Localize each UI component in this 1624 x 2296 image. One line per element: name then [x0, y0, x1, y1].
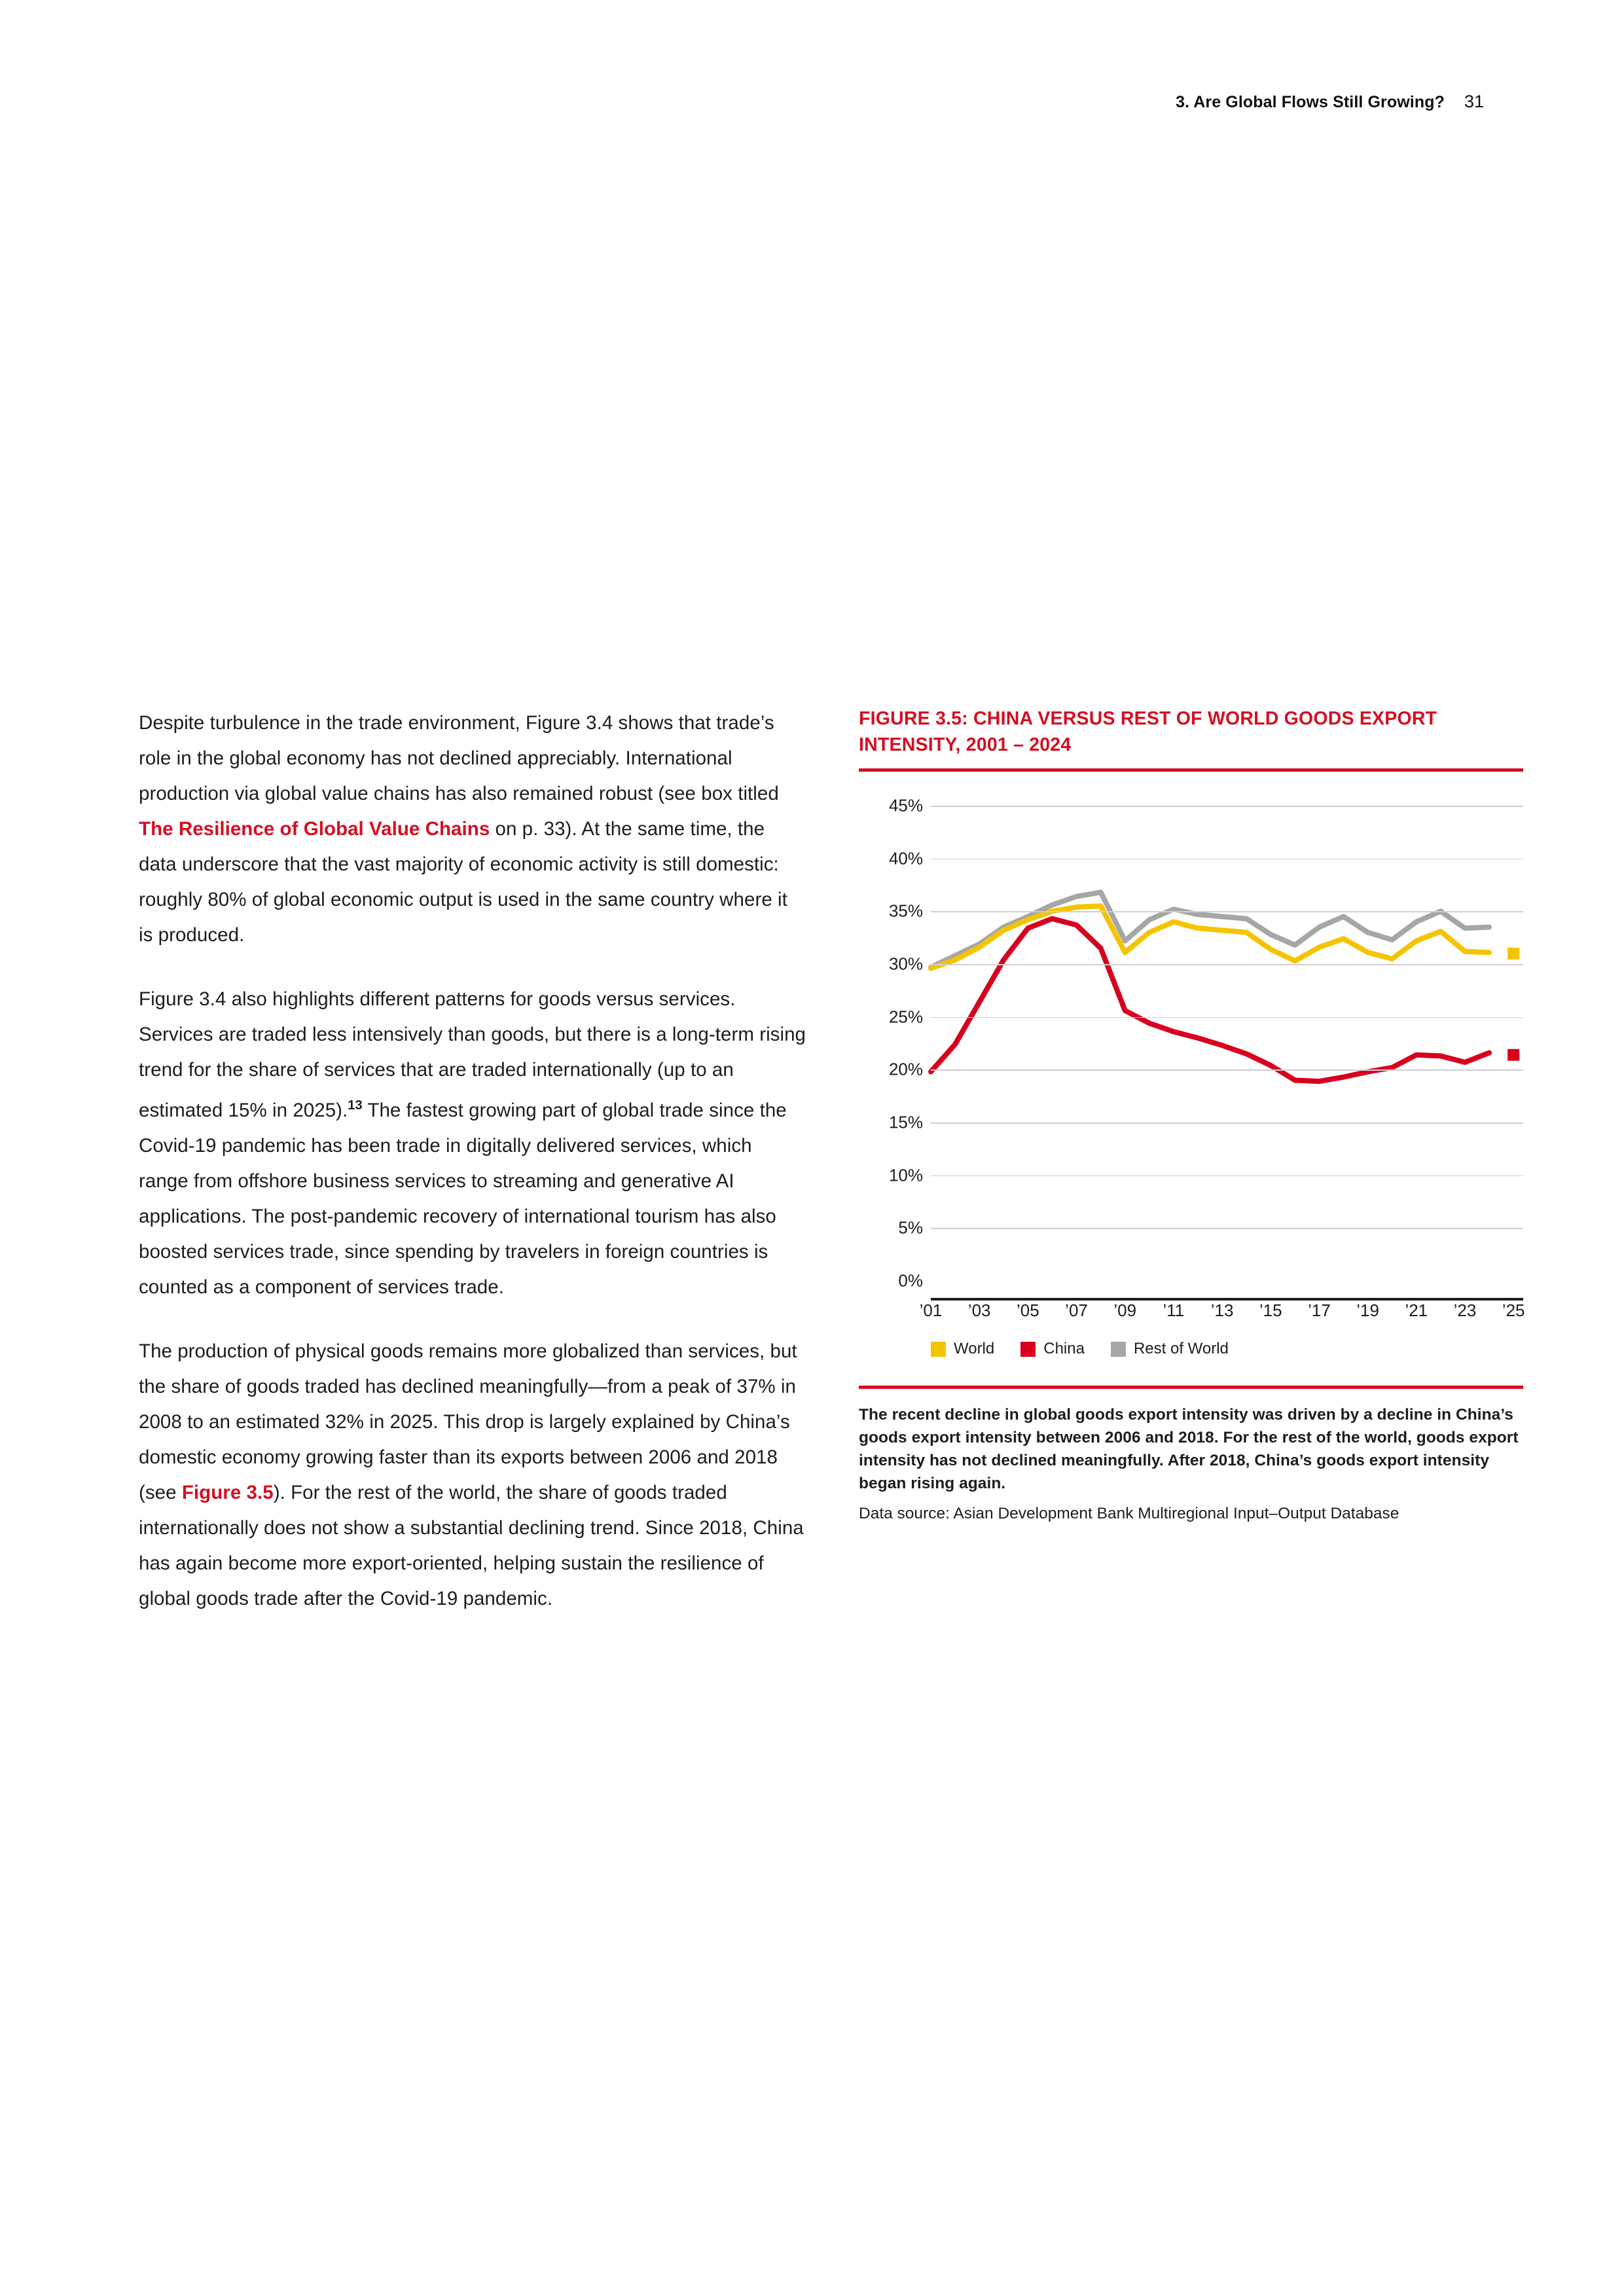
- inline-link-resilience-of-global-value-chains[interactable]: The Resilience of Global Value Chains: [139, 818, 490, 840]
- y-axis-tick-label: 35%: [888, 901, 923, 921]
- paragraph-3-text-a: The production of physical goods remains more globalized than services, but the share of goods traded has declined meaningfully—from a peak of 37% in 2008 to an estimated 32% in 2025. This drop is largely explained by China’s domestic economy growing faster than its exports between 2006 and 2018 (see: [139, 1340, 797, 1503]
- y-axis-tick-label: 5%: [898, 1217, 923, 1238]
- figure-note: The recent decline in global goods export intensity was driven by a decline in China’s goods export intensity between 2006 and 2018. For the rest of the world, goods export intensity has not declined meaningfully. After 2018, China’s goods export intensity began rising again.: [859, 1406, 1519, 1492]
- legend-swatch-icon: [931, 1342, 946, 1357]
- y-axis-tick-label: 20%: [888, 1059, 923, 1079]
- legend-swatch-icon: [1111, 1342, 1126, 1357]
- running-head: [1176, 92, 1484, 112]
- inline-link-figure-3-5[interactable]: Figure 3.5: [181, 1481, 274, 1503]
- chart-endpoint-marker-world: [1507, 948, 1519, 960]
- y-axis-tick-label: 25%: [888, 1007, 923, 1027]
- x-axis-tick-label: ’11: [1163, 1300, 1185, 1320]
- figure-note-rule: [859, 1386, 1523, 1389]
- footnote-marker-13: 13: [348, 1098, 363, 1113]
- x-axis-tick-label: ’05: [1017, 1300, 1039, 1320]
- x-axis-tick-label: ’17: [1308, 1300, 1331, 1320]
- body-text-column: [139, 706, 806, 1617]
- page-number: 31: [1464, 92, 1484, 111]
- x-axis-tick-label: ’01: [919, 1300, 943, 1320]
- chart-legend: [859, 1340, 1523, 1358]
- paragraph-1: [139, 706, 806, 953]
- grid-line: [931, 1228, 1523, 1229]
- paragraph-1-text-a: Despite turbulence in the trade environment, Figure 3.4 shows that trade’s role in the global economy has not declined appreciably. International production via global value chains has also remained robust (see box titled: [139, 712, 779, 804]
- grid-line: [931, 964, 1523, 965]
- legend-label: China: [1043, 1340, 1085, 1357]
- x-axis-tick-label: ’09: [1113, 1300, 1137, 1320]
- x-axis-tick-label: ’23: [1453, 1300, 1477, 1320]
- x-axis-tick-label: ’19: [1356, 1300, 1379, 1320]
- legend-item-china: [1020, 1340, 1085, 1358]
- y-axis-tick-label: 40%: [888, 848, 923, 869]
- legend-label: World: [954, 1340, 995, 1357]
- y-axis-labels: [859, 795, 923, 1291]
- chart-series-svg: [931, 806, 1523, 1281]
- x-axis-tick-label: ’21: [1405, 1300, 1428, 1320]
- running-head-chapter: 3. Are Global Flows Still Growing?: [1176, 93, 1445, 111]
- grid-line: [931, 1069, 1523, 1071]
- y-axis-tick-label: 45%: [888, 795, 923, 816]
- paragraph-2-text-a: Figure 3.4 also highlights different patterns for goods versus services. Services are traded less intensively than goods, but there is a long-term rising trend for the share of services that are traded internationally (up to an estimated 15% in 2025).: [139, 988, 806, 1121]
- paragraph-3: [139, 1334, 806, 1617]
- chart-line-china: [931, 919, 1489, 1081]
- legend-item-world: [931, 1340, 994, 1358]
- legend-label: Rest of World: [1133, 1340, 1229, 1357]
- x-axis-tick-label: ’13: [1210, 1300, 1234, 1320]
- chart-plot-area: [931, 806, 1523, 1281]
- paragraph-3-text-b: ). For the rest of the world, the share of goods traded internationally does not show a substantial declining trend. Since 2018, China has again become more export-oriented, helping sustain the resilience of global goods trade after the Covid-19 pandemic.: [139, 1481, 804, 1609]
- grid-line: [931, 859, 1523, 860]
- grid-line: [931, 1017, 1523, 1018]
- y-axis-tick-label: 10%: [888, 1165, 923, 1185]
- legend-item-rest-of-world: [1111, 1340, 1229, 1358]
- grid-line: [931, 1122, 1523, 1124]
- figure-column: [859, 706, 1523, 1525]
- y-axis-tick-label: 0%: [898, 1270, 923, 1291]
- grid-line: [931, 911, 1523, 912]
- legend-swatch-icon: [1020, 1342, 1036, 1357]
- figure-title: FIGURE 3.5: CHINA VERSUS REST OF WORLD GOODS EXPORT INTENSITY, 2001 – 2024: [859, 708, 1437, 755]
- chart-endpoint-marker-china: [1507, 1049, 1519, 1061]
- x-axis-tick-label: ’15: [1259, 1300, 1282, 1320]
- y-axis-tick-label: 30%: [888, 954, 923, 974]
- x-axis-tick-label: ’03: [967, 1300, 991, 1320]
- figure-source: Data source: Asian Development Bank Multiregional Input–Output Database: [859, 1505, 1399, 1522]
- x-axis-tick-label: ’07: [1065, 1300, 1088, 1320]
- x-axis-labels: [919, 1300, 1525, 1327]
- chart-figure-3-5: [859, 795, 1525, 1328]
- grid-line: [931, 806, 1523, 807]
- y-axis-tick-label: 15%: [888, 1112, 923, 1132]
- paragraph-2-text-b: The fastest growing part of global trade since the Covid-19 pandemic has been trade in digitally delivered services, which range from offshore business services to streaming and generative AI applications. The post-pandemic recovery of international tourism has also boosted services trade, since spending by travelers in foreign countries is counted as a component of services trade.: [139, 1099, 787, 1298]
- figure-title-rule: [859, 768, 1523, 772]
- x-axis-tick-label: ’25: [1502, 1300, 1525, 1320]
- grid-line: [931, 1175, 1523, 1177]
- paragraph-1-text-b: on p. 33). At the same time, the data underscore that the vast majority of economic activity is still domestic: roughly 80% of global economic output is used in the same country where it is produced.: [139, 818, 787, 946]
- paragraph-2: [139, 982, 806, 1305]
